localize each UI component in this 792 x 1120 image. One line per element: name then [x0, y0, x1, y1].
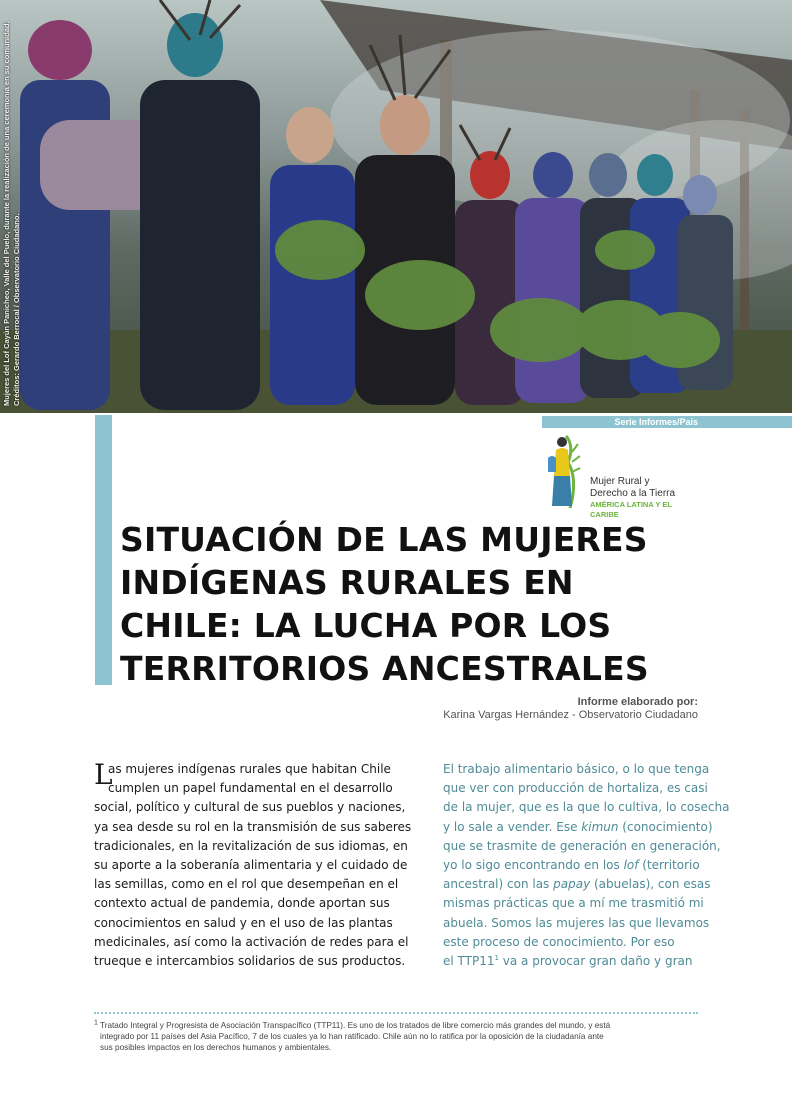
logo — [542, 432, 702, 519]
footnote-line: integrado por 11 países del Asia Pacífico, 7 de los cuales ya lo han ratificado. Chile aún no lo ratifica por la oposición de la ciudadanía ante — [100, 1032, 604, 1041]
footnote-reference[interactable]: 1 — [494, 954, 499, 963]
photo-caption — [2, 6, 34, 406]
title-line: TERRITORIOS ANCESTRALES — [120, 649, 649, 688]
quote-text: (abuelas), con esas — [590, 877, 711, 892]
body-line: conocimientos en salud y en el uso de las plantas — [94, 915, 393, 930]
body-line: contexto actual de pandemia, donde aportan sus — [94, 896, 390, 911]
cover-photo — [0, 0, 792, 413]
logo-text — [590, 476, 702, 520]
body-line: las semillas, como en el rol que desempeñan en el — [94, 877, 399, 892]
quote-line: de la mujer, que es la que lo cultiva, lo cosecha — [443, 800, 730, 815]
quote-line: que ver con producción de hortaliza, es casi — [443, 781, 708, 796]
quote-line: abuela. Somos las mujeres las que llevamos — [443, 915, 710, 930]
drop-cap: L — [94, 758, 113, 791]
page-title — [120, 518, 710, 690]
quote-term-kimun: kimun — [581, 819, 619, 834]
title-line: INDÍGENAS RURALES EN — [120, 563, 574, 602]
title-accent-bar — [95, 415, 112, 685]
quote-term-papay: papay — [553, 877, 591, 892]
body-line: ya sea desde su rol en la transmisión de sus saberes — [94, 819, 412, 834]
quote-text: (conocimiento) — [618, 819, 713, 834]
body-line: trueque e intercambios solidarios de sus productos. — [94, 954, 406, 969]
photo-caption-line: Mujeres del Lof Cayún Panicheo, Valle del Puelo, durante la realización de una ceremonia en su comunidad. — [2, 21, 11, 406]
body-line: as mujeres indígenas rurales que habitan Chile — [108, 762, 391, 776]
quote-line: este proceso de conocimiento. Por eso — [443, 934, 675, 949]
footnote-line — [94, 1020, 704, 1031]
quote-text: va a provocar gran daño y gran — [498, 954, 693, 969]
report-credits — [443, 696, 698, 722]
body-line: su aporte a la soberanía alimentaria y el cuidado de — [94, 858, 408, 873]
credits-author: Karina Vargas Hernández - Observatorio Ciudadano — [443, 709, 698, 721]
logo-line: Mujer Rural y — [590, 476, 650, 487]
logo-line: Derecho a la Tierra — [590, 488, 676, 499]
quote-line — [443, 875, 713, 894]
quote-text: y lo sale a vender. Ese — [443, 819, 582, 834]
body-line: cumplen un papel fundamental en el desarrollo — [108, 781, 393, 796]
title-line: SITUACIÓN DE LAS MUJERES — [120, 520, 648, 559]
cover-photo-illustration — [0, 0, 792, 413]
quote-text: yo lo sigo encontrando en los — [443, 858, 624, 873]
body-line: medicinales, así como la activación de redes para el — [94, 934, 409, 949]
quote-line — [443, 818, 713, 837]
footnote-marker: 1 — [94, 1019, 98, 1027]
footnote — [94, 1020, 704, 1053]
quote-line: que se trasmite de generación en generación, — [443, 838, 721, 853]
logo-region: AMÉRICA LATINA Y EL CARIBE — [590, 500, 672, 519]
quote-text: ancestral) con las — [443, 877, 554, 892]
body-column-left — [94, 760, 412, 971]
footnote-divider — [94, 1012, 698, 1014]
woman-figure-logo-icon — [542, 432, 586, 510]
photo-credit-line: Créditos: Gerardo Berrocal / Observatorio Ciudadano. — [12, 213, 21, 406]
quote-line — [443, 856, 713, 875]
title-line: CHILE: LA LUCHA POR LOS — [120, 606, 612, 645]
quote-term-lof: lof — [623, 858, 639, 873]
body-line: social, político y cultural de sus pueblos y naciones, — [94, 800, 406, 815]
quote-text: (territorio — [638, 858, 700, 873]
series-label: Serie Informes/País — [542, 416, 792, 428]
quote-column-right — [443, 760, 730, 971]
footnote-line: sus posibles impactos en los derechos humanos y ambientales. — [100, 1043, 332, 1052]
credits-label: Informe elaborado por: — [577, 696, 698, 708]
footnote-text: Tratado Integral y Progresista de Asociación Transpacífico (TTP11). Es uno de los tratados de libre comercio más grandes del mundo, y está — [97, 1021, 611, 1030]
quote-line: El trabajo alimentario básico, o lo que tenga — [443, 762, 710, 776]
quote-line: mismas prácticas que a mí me trasmitió mi — [443, 896, 704, 911]
body-line: tradicionales, en la revitalización de sus idiomas, en — [94, 838, 408, 853]
quote-text: el TTP11 — [443, 954, 495, 969]
quote-line — [443, 952, 713, 971]
